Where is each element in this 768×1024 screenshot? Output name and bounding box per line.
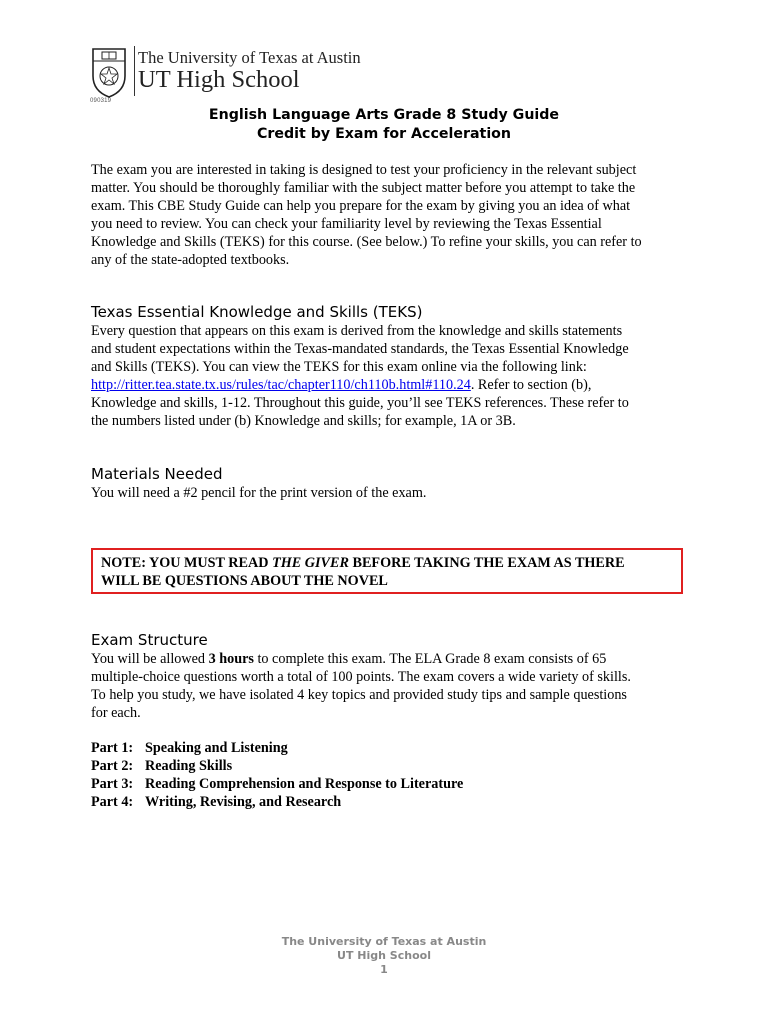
part-number: Part 4: — [91, 794, 134, 810]
logo-divider — [134, 46, 135, 96]
intro-line: you need to review. You can check your familiarity level by reviewing the Texas Essential — [91, 216, 602, 232]
intro-line: The exam you are interested in taking is designed to test your proficiency in the relevant subject — [91, 162, 637, 178]
exam-structure-paragraph — [91, 650, 683, 722]
teks-heading: Texas Essential Knowledge and Skills (TEKS) — [91, 303, 423, 321]
note-before: NOTE: YOU MUST READ — [101, 555, 273, 571]
part-item — [91, 739, 463, 757]
seal-code: 090319 — [90, 98, 112, 104]
teks-line: Every question that appears on this exam is derived from the knowledge and skills statements — [91, 323, 623, 339]
part-title: Reading Skills — [145, 758, 233, 774]
school-name: UT High School — [138, 66, 300, 93]
note-line-2: WILL BE QUESTIONS ABOUT THE NOVEL — [101, 573, 388, 589]
materials-heading: Materials Needed — [91, 465, 223, 483]
teks-line: and student expectations within the Texas-mandated standards, the Texas Essential Knowledge — [91, 341, 629, 357]
intro-line: matter. You should be thoroughly familiar with the subject matter before you attempt to take the — [91, 180, 636, 196]
university-name: The University of Texas at Austin — [138, 48, 361, 67]
ut-seal-icon — [90, 46, 128, 98]
note-after: BEFORE TAKING THE EXAM AS THERE — [348, 555, 625, 571]
header-logo — [90, 44, 390, 106]
exam-line-text: to complete this exam. The ELA Grade 8 exam consists of 65 — [253, 651, 607, 667]
teks-paragraph — [91, 322, 683, 430]
title-line-1: English Language Arts Grade 8 Study Guide — [208, 107, 560, 123]
exam-line: To help you study, we have isolated 4 key topics and provided study tips and sample questions — [91, 687, 627, 703]
teks-line: Knowledge and skills, 1-12. Throughout this guide, you’ll see TEKS references. These refer to — [91, 395, 629, 411]
teks-link-line — [91, 376, 683, 394]
note-book-title: THE GIVER — [272, 555, 349, 571]
document-title — [0, 106, 768, 144]
page-footer — [0, 935, 768, 977]
materials-text: You will need a #2 pencil for the print version of the exam. — [91, 485, 427, 501]
teks-link[interactable]: http://ritter.tea.state.tx.us/rules/tac/chapter110/ch110b.html#110.24 — [91, 377, 471, 393]
note-line-1 — [101, 554, 673, 572]
footer-school: UT High School — [337, 949, 431, 962]
exam-line: multiple-choice questions worth a total of 100 points. The exam covers a wide variety of skills. — [91, 669, 631, 685]
part-item — [91, 793, 463, 811]
exam-line: for each. — [91, 705, 141, 721]
part-number: Part 1: — [91, 740, 134, 756]
exam-line-text: You will be allowed — [91, 651, 209, 667]
intro-line: Knowledge and Skills (TEKS) for this course. (See below.) To refine your skills, you can refer to — [91, 234, 642, 250]
part-number: Part 2: — [91, 758, 134, 774]
exam-structure-heading: Exam Structure — [91, 631, 208, 649]
part-title: Reading Comprehension and Response to Literature — [145, 776, 464, 792]
part-number: Part 3: — [91, 776, 134, 792]
exam-duration: 3 hours — [208, 651, 254, 667]
teks-link-suffix: . Refer to section (b), — [470, 377, 592, 393]
intro-line: any of the state-adopted textbooks. — [91, 252, 290, 268]
teks-line: and Skills (TEKS). You can view the TEKS for this exam online via the following link: — [91, 359, 587, 375]
footer-university: The University of Texas at Austin — [281, 935, 487, 948]
part-item — [91, 775, 463, 793]
teks-line: the numbers listed under (b) Knowledge and skills; for example, 1A or 3B. — [91, 413, 516, 429]
page-number: 1 — [380, 963, 388, 976]
exam-line — [91, 650, 683, 668]
parts-list — [91, 739, 463, 811]
part-title: Writing, Revising, and Research — [145, 794, 342, 810]
part-item — [91, 757, 463, 775]
intro-line: exam. This CBE Study Guide can help you prepare for the exam by giving you an idea of what — [91, 198, 631, 214]
part-title: Speaking and Listening — [145, 740, 288, 756]
title-line-2: Credit by Exam for Acceleration — [256, 126, 512, 142]
intro-paragraph — [91, 161, 683, 269]
note-box — [91, 548, 683, 594]
